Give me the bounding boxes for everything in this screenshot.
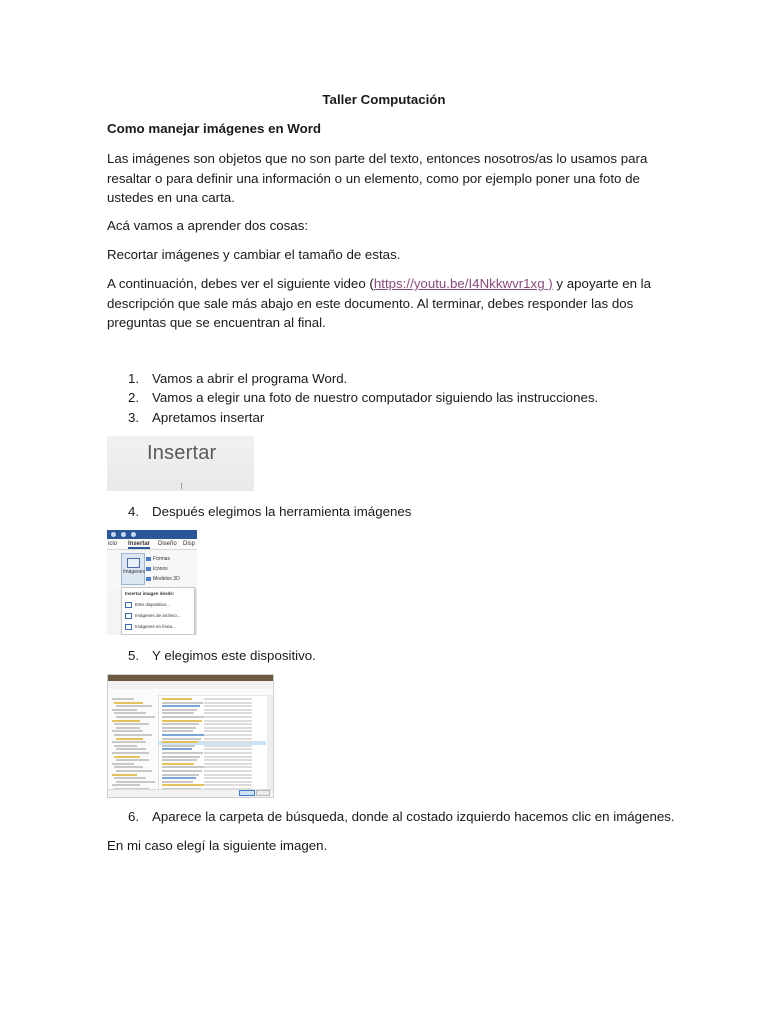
images-button-label: Imágenes [123, 569, 145, 575]
ribbon-item-modelos: Modelos 3D [146, 576, 180, 582]
file-row-meta [204, 698, 252, 700]
file-row-meta [204, 738, 252, 740]
open-button [239, 790, 255, 796]
3d-models-icon [146, 577, 151, 581]
file-row-meta [204, 763, 252, 765]
sidebar-row [112, 730, 143, 732]
list-item [128, 646, 316, 665]
sidebar-row [116, 705, 152, 707]
file-row [162, 720, 202, 722]
file-row [162, 734, 204, 736]
sidebar-row [112, 784, 140, 786]
list-text: Y elegimos este dispositivo. [152, 648, 316, 663]
tab-disposicion: Disp [183, 541, 196, 547]
undo-icon [121, 532, 126, 537]
insert-image-menu [121, 587, 195, 635]
learn-paragraph: Acá vamos a aprender dos cosas: [107, 218, 309, 233]
icons-icon [146, 567, 151, 571]
save-icon [111, 532, 116, 537]
closing-paragraph: En mi caso elegí la siguiente imagen. [107, 838, 328, 853]
device-icon [125, 602, 132, 608]
file-row-meta [204, 766, 252, 768]
file-row [162, 730, 193, 732]
sidebar-row [112, 709, 137, 711]
list-number: 4. [128, 504, 140, 519]
video-link[interactable]: https://youtu.be/I4Nkkwvr1xg ) [373, 276, 553, 291]
file-row [162, 770, 202, 772]
intro-paragraph: Las imágenes son objetos que no son parte del texto, entonces nosotros/as lo usamos para resaltar o para definir una información o un elemento, como por ejemplo poner una foto de ustedes en una carta. [107, 151, 648, 205]
file-row-meta [204, 730, 252, 732]
file-row-meta [204, 759, 252, 761]
file-row [162, 763, 194, 765]
file-row-meta [204, 748, 252, 750]
sidebar-row [112, 720, 140, 722]
list-item [128, 408, 264, 427]
sidebar-row [116, 781, 155, 783]
stock-images-icon [125, 613, 132, 619]
file-row [162, 723, 199, 725]
file-row-meta [204, 734, 252, 736]
file-row-meta [204, 712, 252, 714]
file-row [162, 756, 200, 758]
file-row [162, 748, 192, 750]
file-row-meta [204, 756, 252, 758]
file-row [162, 752, 203, 754]
list-number: 3. [128, 410, 140, 425]
tab-inicio: icio [108, 541, 118, 547]
sidebar-row [114, 756, 140, 758]
list-item [128, 388, 598, 407]
sidebar-row [112, 698, 134, 700]
file-row-meta [204, 705, 252, 707]
file-row-meta [204, 716, 252, 718]
explorer-footer [108, 789, 273, 797]
file-row [162, 702, 203, 704]
list-item [128, 369, 347, 388]
divider [181, 483, 182, 489]
topics-paragraph: Recortar imágenes y cambiar el tamaño de estas. [107, 247, 401, 262]
video-paragraph [107, 274, 667, 333]
online-images-icon [125, 624, 132, 630]
sidebar-row [114, 734, 152, 736]
ribbon-item-iconos: Iconos [146, 566, 168, 572]
cancel-button [256, 790, 270, 796]
file-row-meta [204, 745, 252, 747]
list-item [128, 807, 675, 826]
file-row-meta [204, 727, 252, 729]
file-row-meta [204, 752, 252, 754]
sidebar-row [116, 738, 143, 740]
sidebar-row [116, 759, 149, 761]
file-row-meta [204, 774, 252, 776]
sidebar-row [114, 712, 146, 714]
video-text-after: y apoyarte en la descripción que sale más abajo en este documento. Al terminar, debes responder las dos preguntas que se encuentran al final. [107, 276, 652, 330]
list-number: 1. [128, 371, 140, 386]
tab-diseno: Diseño [158, 541, 177, 547]
list-number: 5. [128, 648, 140, 663]
picture-icon [127, 558, 140, 568]
ribbon-tabs [107, 539, 197, 550]
list-text: Vamos a abrir el programa Word. [152, 371, 348, 386]
images-button [121, 553, 145, 585]
list-number: 6. [128, 809, 140, 824]
tab-insertar: Insertar [128, 541, 151, 547]
shapes-icon [146, 557, 151, 561]
file-row [162, 781, 193, 783]
file-row [162, 698, 192, 700]
ribbon-item-formas: Formas [146, 556, 170, 562]
file-row [162, 727, 196, 729]
file-row-meta [204, 777, 252, 779]
file-row-meta [204, 770, 252, 772]
word-ribbon-screenshot [107, 530, 197, 635]
menu-header: Insertar imagen desde: [125, 591, 175, 596]
sidebar-row [116, 727, 140, 729]
document-subtitle: Como manejar imágenes en Word [107, 121, 322, 136]
list-text: Después elegimos la herramienta imágenes [152, 504, 412, 519]
file-row [162, 741, 198, 743]
sidebar-row [112, 763, 134, 765]
file-row [162, 774, 199, 776]
file-row [162, 784, 204, 786]
file-row-meta [204, 723, 252, 725]
sidebar-row [114, 723, 149, 725]
file-row [162, 738, 201, 740]
list-text: Vamos a elegir una foto de nuestro computador siguiendo las instrucciones. [152, 390, 599, 405]
menu-item-este-dispositivo: Este dispositivo... [125, 602, 170, 608]
file-row [162, 759, 197, 761]
sidebar-row [112, 774, 137, 776]
file-row [162, 705, 200, 707]
file-row-meta [204, 720, 252, 722]
sidebar-row [114, 745, 137, 747]
redo-icon [131, 532, 136, 537]
video-text-before: A continuación, debes ver el siguiente video ( [107, 276, 374, 291]
file-row-meta [204, 781, 252, 783]
file-row [162, 766, 205, 768]
sidebar-row [114, 766, 143, 768]
list-number: 2. [128, 390, 140, 405]
file-row-meta [204, 709, 252, 711]
sidebar-row [112, 741, 146, 743]
sidebar-row [114, 777, 146, 779]
explorer-scrollbar [267, 695, 273, 795]
insertar-label: Insertar [147, 442, 217, 464]
sidebar-row [116, 770, 152, 772]
sidebar-row [112, 752, 149, 754]
file-row [162, 745, 195, 747]
file-row [162, 709, 197, 711]
sidebar-row [116, 716, 155, 718]
file-explorer-screenshot [107, 674, 274, 798]
sidebar-row [114, 702, 143, 704]
file-row-meta [204, 741, 252, 743]
ribbon-titlebar [107, 530, 197, 539]
menu-item-imagenes-linea: Imágenes en línea... [125, 624, 176, 630]
file-row [162, 777, 196, 779]
file-row-meta [204, 784, 252, 786]
insertar-screenshot [107, 436, 254, 491]
file-row [162, 712, 194, 714]
file-row-meta [204, 702, 252, 704]
document-title: Taller Computación [322, 92, 446, 107]
list-item [128, 502, 411, 521]
list-text: Apretamos insertar [152, 410, 265, 425]
list-text: Aparece la carpeta de búsqueda, donde al costado izquierdo hacemos clic en imágenes. [152, 809, 675, 824]
sidebar-row [116, 748, 146, 750]
file-row [162, 716, 205, 718]
menu-item-imagenes-archivo: Imágenes de archivo... [125, 613, 181, 619]
